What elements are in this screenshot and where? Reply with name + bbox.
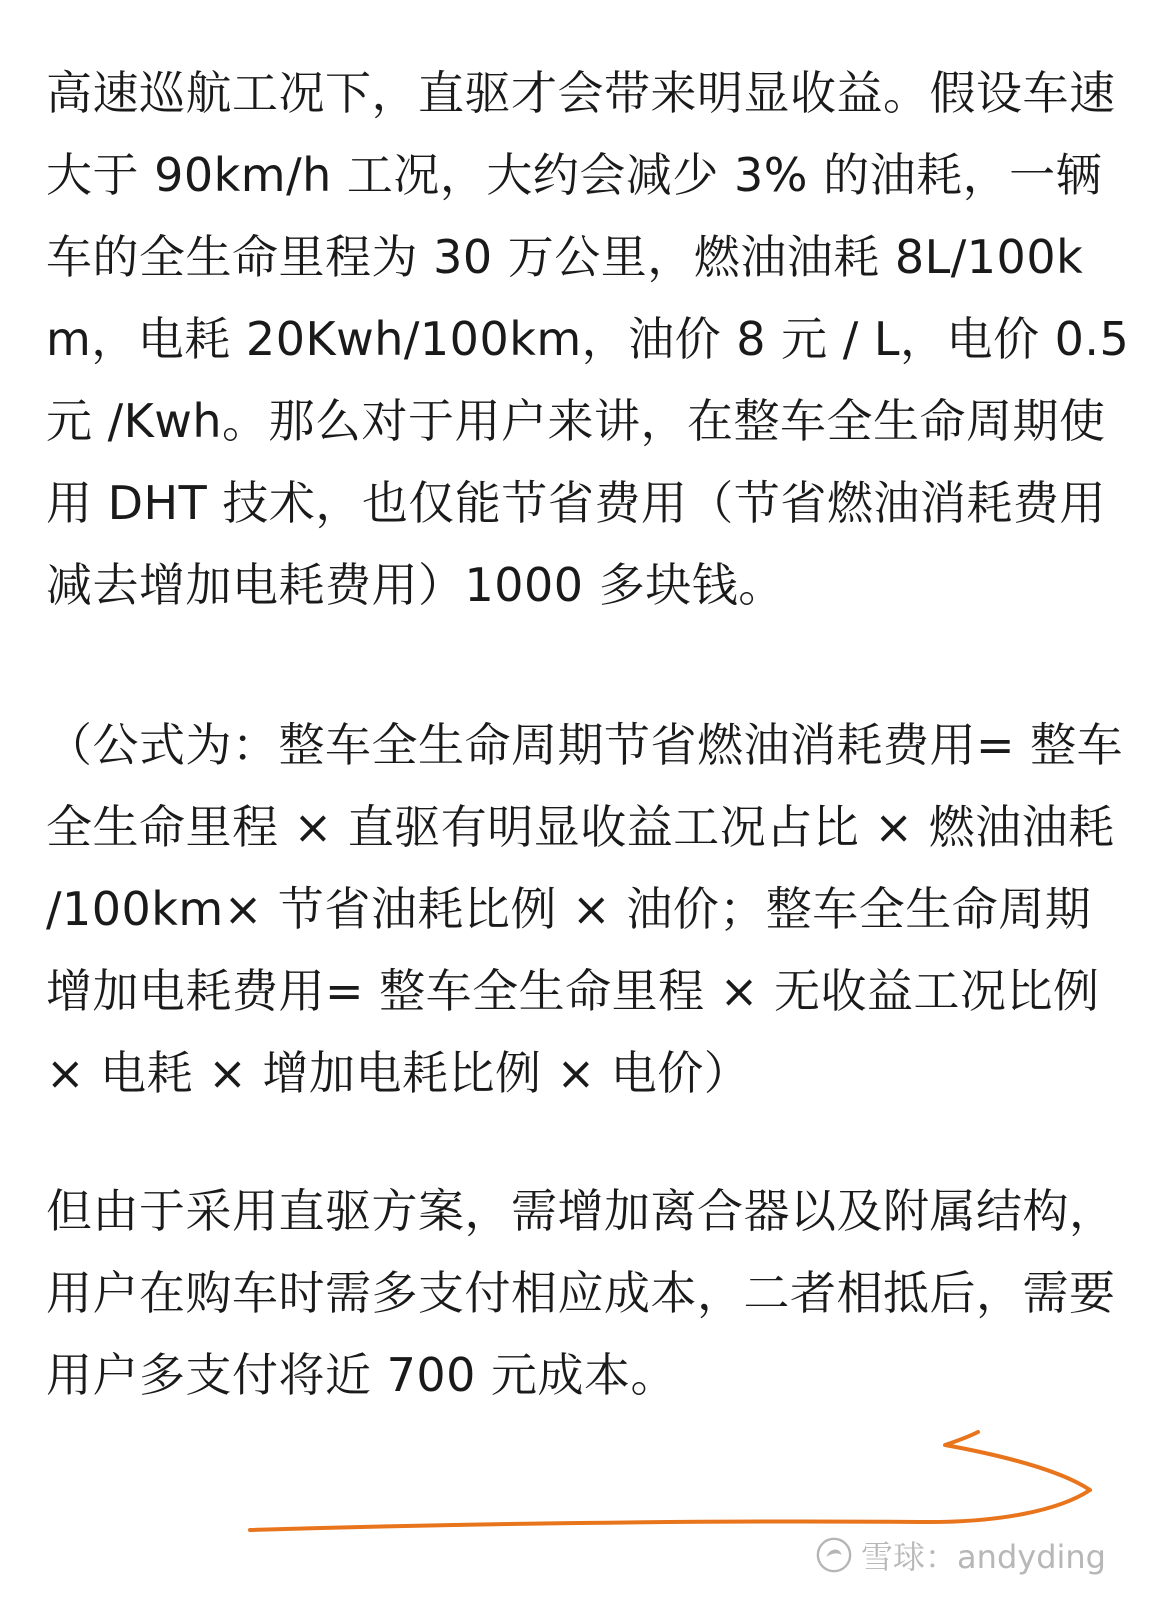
paragraph-direct-drive-benefit: 高速巡航工况下，直驱才会带来明显收益。假设车速大于 90km/h 工况，大约会减少 3% 的油耗，一辆车的全生命里程为 30 万公里，燃油油耗 8L/100km，电耗 20Kwh/100km，油价 8 元 / L，电价 0.5 元 /Kwh。那么对于用户来讲，在整车全生命周期使用 DHT 技术，也仅能节省费用（节省燃油消耗费用减去增加电耗费用）1000 多块钱。 bbox=[46, 66, 1130, 612]
paragraph-cost-conclusion: 但由于采用直驱方案，需增加离合器以及附属结构，用户在购车时需多支付相应成本，二者相抵后，需要用户多支付将近 700 元成本。 bbox=[46, 1184, 1116, 1402]
paragraph-spacer bbox=[46, 626, 1136, 704]
paragraph-formula: （公式为：整车全生命周期节省燃油消耗费用= 整车全生命里程 × 直驱有明显收益工况占比 × 燃油油耗 /100km× 节省油耗比例 × 油价；整车全生命周期增加电耗费用= 整车全生命里程 × 无收益工况比例 × 电耗 × 增加电耗比例 × 电价） bbox=[46, 718, 1124, 1100]
snowball-logo-icon bbox=[815, 1536, 853, 1574]
article-body bbox=[46, 52, 1136, 1416]
watermark-text: 雪球：andyding bbox=[861, 1538, 1106, 1576]
watermark bbox=[815, 1532, 1106, 1578]
underline-stroke bbox=[250, 1432, 1090, 1530]
paragraph-spacer bbox=[46, 1114, 1136, 1170]
